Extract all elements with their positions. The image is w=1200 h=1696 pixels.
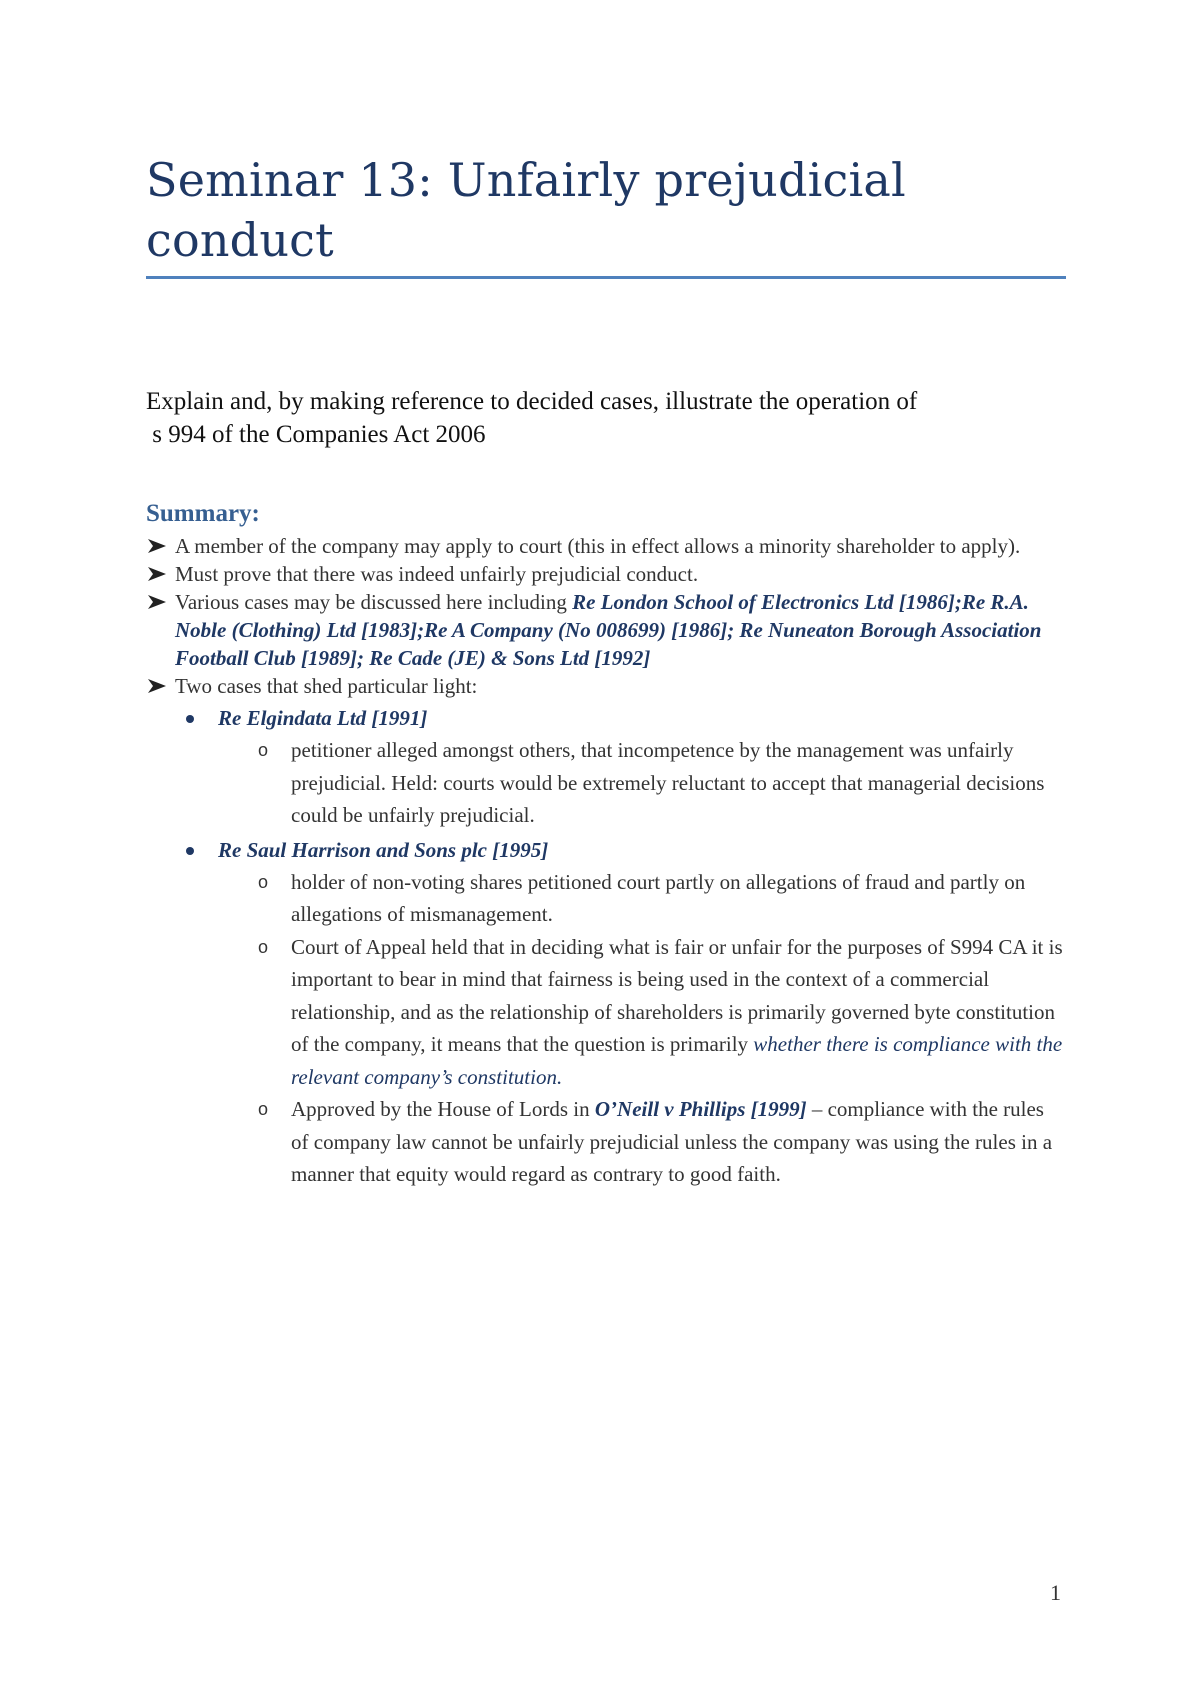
sub-point-text: petitioner alleged amongst others, that incompetence by the management was unfairly prejudicial. Held: courts would be extremely reluctant to accept that managerial decisions could be unfairly prejudicial. xyxy=(291,738,1045,827)
sub-list-item xyxy=(146,734,1066,832)
circle-bullet-icon: o xyxy=(258,740,269,760)
case-details xyxy=(146,734,1066,832)
sub-point-text: holder of non-voting shares petitioned court partly on allegations of fraud and partly on allegations of mismanagement. xyxy=(291,869,1026,926)
list-item xyxy=(146,532,1066,560)
bullet-dot-icon xyxy=(186,715,194,723)
point-text: Must prove that there was indeed unfairly prejudicial conduct. xyxy=(175,562,699,586)
question-line-2: s 994 of the Companies Act 2006 xyxy=(146,421,486,448)
arrow-bullet-icon xyxy=(146,532,168,560)
case-item-elgindata xyxy=(146,704,1066,732)
point-text: A member of the company may apply to court (this in effect allows a minority shareholder to apply). xyxy=(175,534,1021,558)
list-item xyxy=(146,560,1066,588)
case-name: Re Elgindata Ltd [1991] xyxy=(218,706,428,730)
sub-point-emphasis: whether there is compliance with the relevant company’s constitution. xyxy=(291,1032,1063,1089)
page-number: 1 xyxy=(1050,1580,1061,1605)
sub-list-item xyxy=(146,1093,1066,1191)
sub-point-text: Approved by the House of Lords in xyxy=(291,1097,595,1121)
arrow-bullet-icon xyxy=(146,672,168,700)
sub-point-text-continued: – compliance with the rules of company law cannot be unfairly prejudicial unless the company was using the rules in a manner that equity would regard as contrary to good faith. xyxy=(291,1097,1053,1186)
point-text: Various cases may be discussed here including xyxy=(175,590,573,614)
question-line-1: Explain and, by making reference to decided cases, illustrate the operation of xyxy=(146,388,918,415)
circle-bullet-icon: o xyxy=(258,936,269,957)
question-text xyxy=(146,385,1076,451)
case-citations: Re London School of Electronics Ltd [1986];Re R.A. Noble (Clothing) Ltd [1983];Re A Company (No 008699) [1986]; Re Nuneaton Borough Association Football Club [1989]; Re Cade (JE) & Sons Ltd [1992] xyxy=(175,590,1042,670)
summary-heading: Summary: xyxy=(146,500,260,527)
bullet-dot-icon xyxy=(186,847,194,855)
case-details xyxy=(146,866,1066,1191)
arrow-bullet-icon xyxy=(146,588,168,616)
case-name: Re Saul Harrison and Sons plc [1995] xyxy=(218,837,549,862)
page-title: Seminar 13: Unfairly prejudicial conduct xyxy=(146,153,906,267)
circle-bullet-icon: o xyxy=(258,871,269,892)
circle-bullet-icon: o xyxy=(258,1099,269,1119)
sub-list-item xyxy=(146,866,1066,931)
case-citation: O’Neill v Phillips [1999] xyxy=(594,1097,807,1121)
sub-list-item xyxy=(146,931,1066,1094)
list-item xyxy=(146,588,1066,672)
title-underline xyxy=(146,276,1066,279)
arrow-bullet-icon xyxy=(146,560,168,588)
case-item-saul-harrison xyxy=(146,836,1066,864)
list-item xyxy=(146,672,1066,700)
point-text: Two cases that shed particular light: xyxy=(175,674,478,698)
summary-list xyxy=(146,532,1066,1191)
sub-point-text: Court of Appeal held that in deciding what is fair or unfair for the purposes of S994 CA it is important to bear in mind that fairness is being used in the context of a commercial relationship, and as the relationship of shareholders is primarily governed byte constitution of the company, it means that the question is primarily xyxy=(291,934,1063,1056)
